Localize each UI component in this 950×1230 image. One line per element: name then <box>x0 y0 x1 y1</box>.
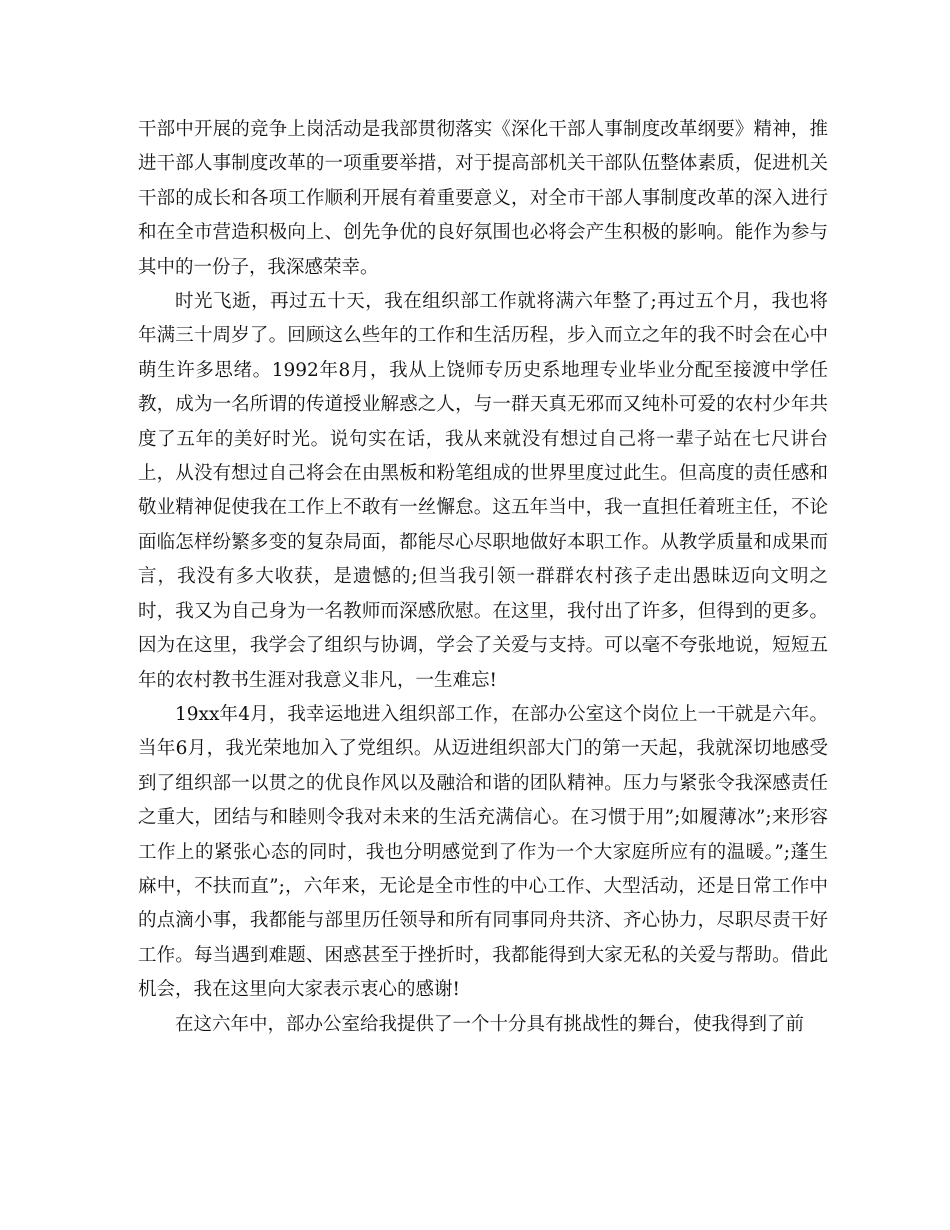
paragraph-2: 时光飞逝，再过五十天，我在组织部工作就将满六年整了;再过五个月，我也将年满三十周岁了。回顾这么些年的工作和生活历程，步入而立之年的我不时会在心中萌生许多思绪。1992年8月，我从上饶师专历史系地理专业毕业分配至接渡中学任教，成为一名所谓的传道授业解惑之人，与一群天真无邪而又纯朴可爱的农村少年共度了五年的美好时光。说句实在话，我从来就没有想过自己将一辈子站在七尺讲台上，从没有想过自己将会在由黑板和粉笔组成的世界里度过此生。但高度的责任感和敬业精神促使我在工作上不敢有一丝懈怠。这五年当中，我一直担任着班主任，不论面临怎样纷繁多变的复杂局面，都能尽心尽职地做好本职工作。从教学质量和成果而言，我没有多大收获，是遗憾的;但当我引领一群群农村孩子走出愚昧迈向文明之时，我又为自己身为一名教师而深感欣慰。在这里，我付出了许多，但得到的更多。因为在这里，我学会了组织与协调，学会了关爱与支持。可以毫不夸张地说，短短五年的农村教书生涯对我意义非凡，一生难忘! <box>138 291 828 691</box>
document-body <box>138 113 828 1042</box>
paragraph-3: 19xx年4月，我幸运地进入组织部工作，在部办公室这个岗位上一干就是六年。当年6月，我光荣地加入了党组织。从迈进组织部大门的第一天起，我就深切地感受到了组织部一以贯之的优良作风以及融洽和谐的团队精神。压力与紧张令我深感责任之重大，团结与和睦则令我对未来的生活充满信心。在习惯于用”;如履薄冰”;来形容工作上的紧张心态的同时，我也分明感觉到了作为一个大家庭所应有的温暖。”;蓬生麻中，不扶而直”;，六年来，无论是全市性的中心工作、大型活动，还是日常工作中的点滴小事，我都能与部里历任领导和所有同事同舟共济、齐心协力，尽职尽责干好工作。每当遇到难题、困惑甚至于挫折时，我都能得到大家无私的关爱与帮助。借此机会，我在这里向大家表示衷心的感谢! <box>138 703 828 1001</box>
paragraph-4: 在这六年中，部办公室给我提供了一个十分具有挑战性的舞台，使我得到了前 <box>175 1013 805 1035</box>
paragraph-1: 干部中开展的竞争上岗活动是我部贯彻落实《深化干部人事制度改革纲要》精神，推进干部人事制度改革的一项重要举措，对于提高部机关干部队伍整体素质，促进机关干部的成长和各项工作顺利开展有着重要意义，对全市干部人事制度改革的深入进行和在全市营造积极向上、创先争优的良好氛围也必将会产生积极的影响。能作为参与其中的一份子，我深感荣幸。 <box>138 119 828 278</box>
